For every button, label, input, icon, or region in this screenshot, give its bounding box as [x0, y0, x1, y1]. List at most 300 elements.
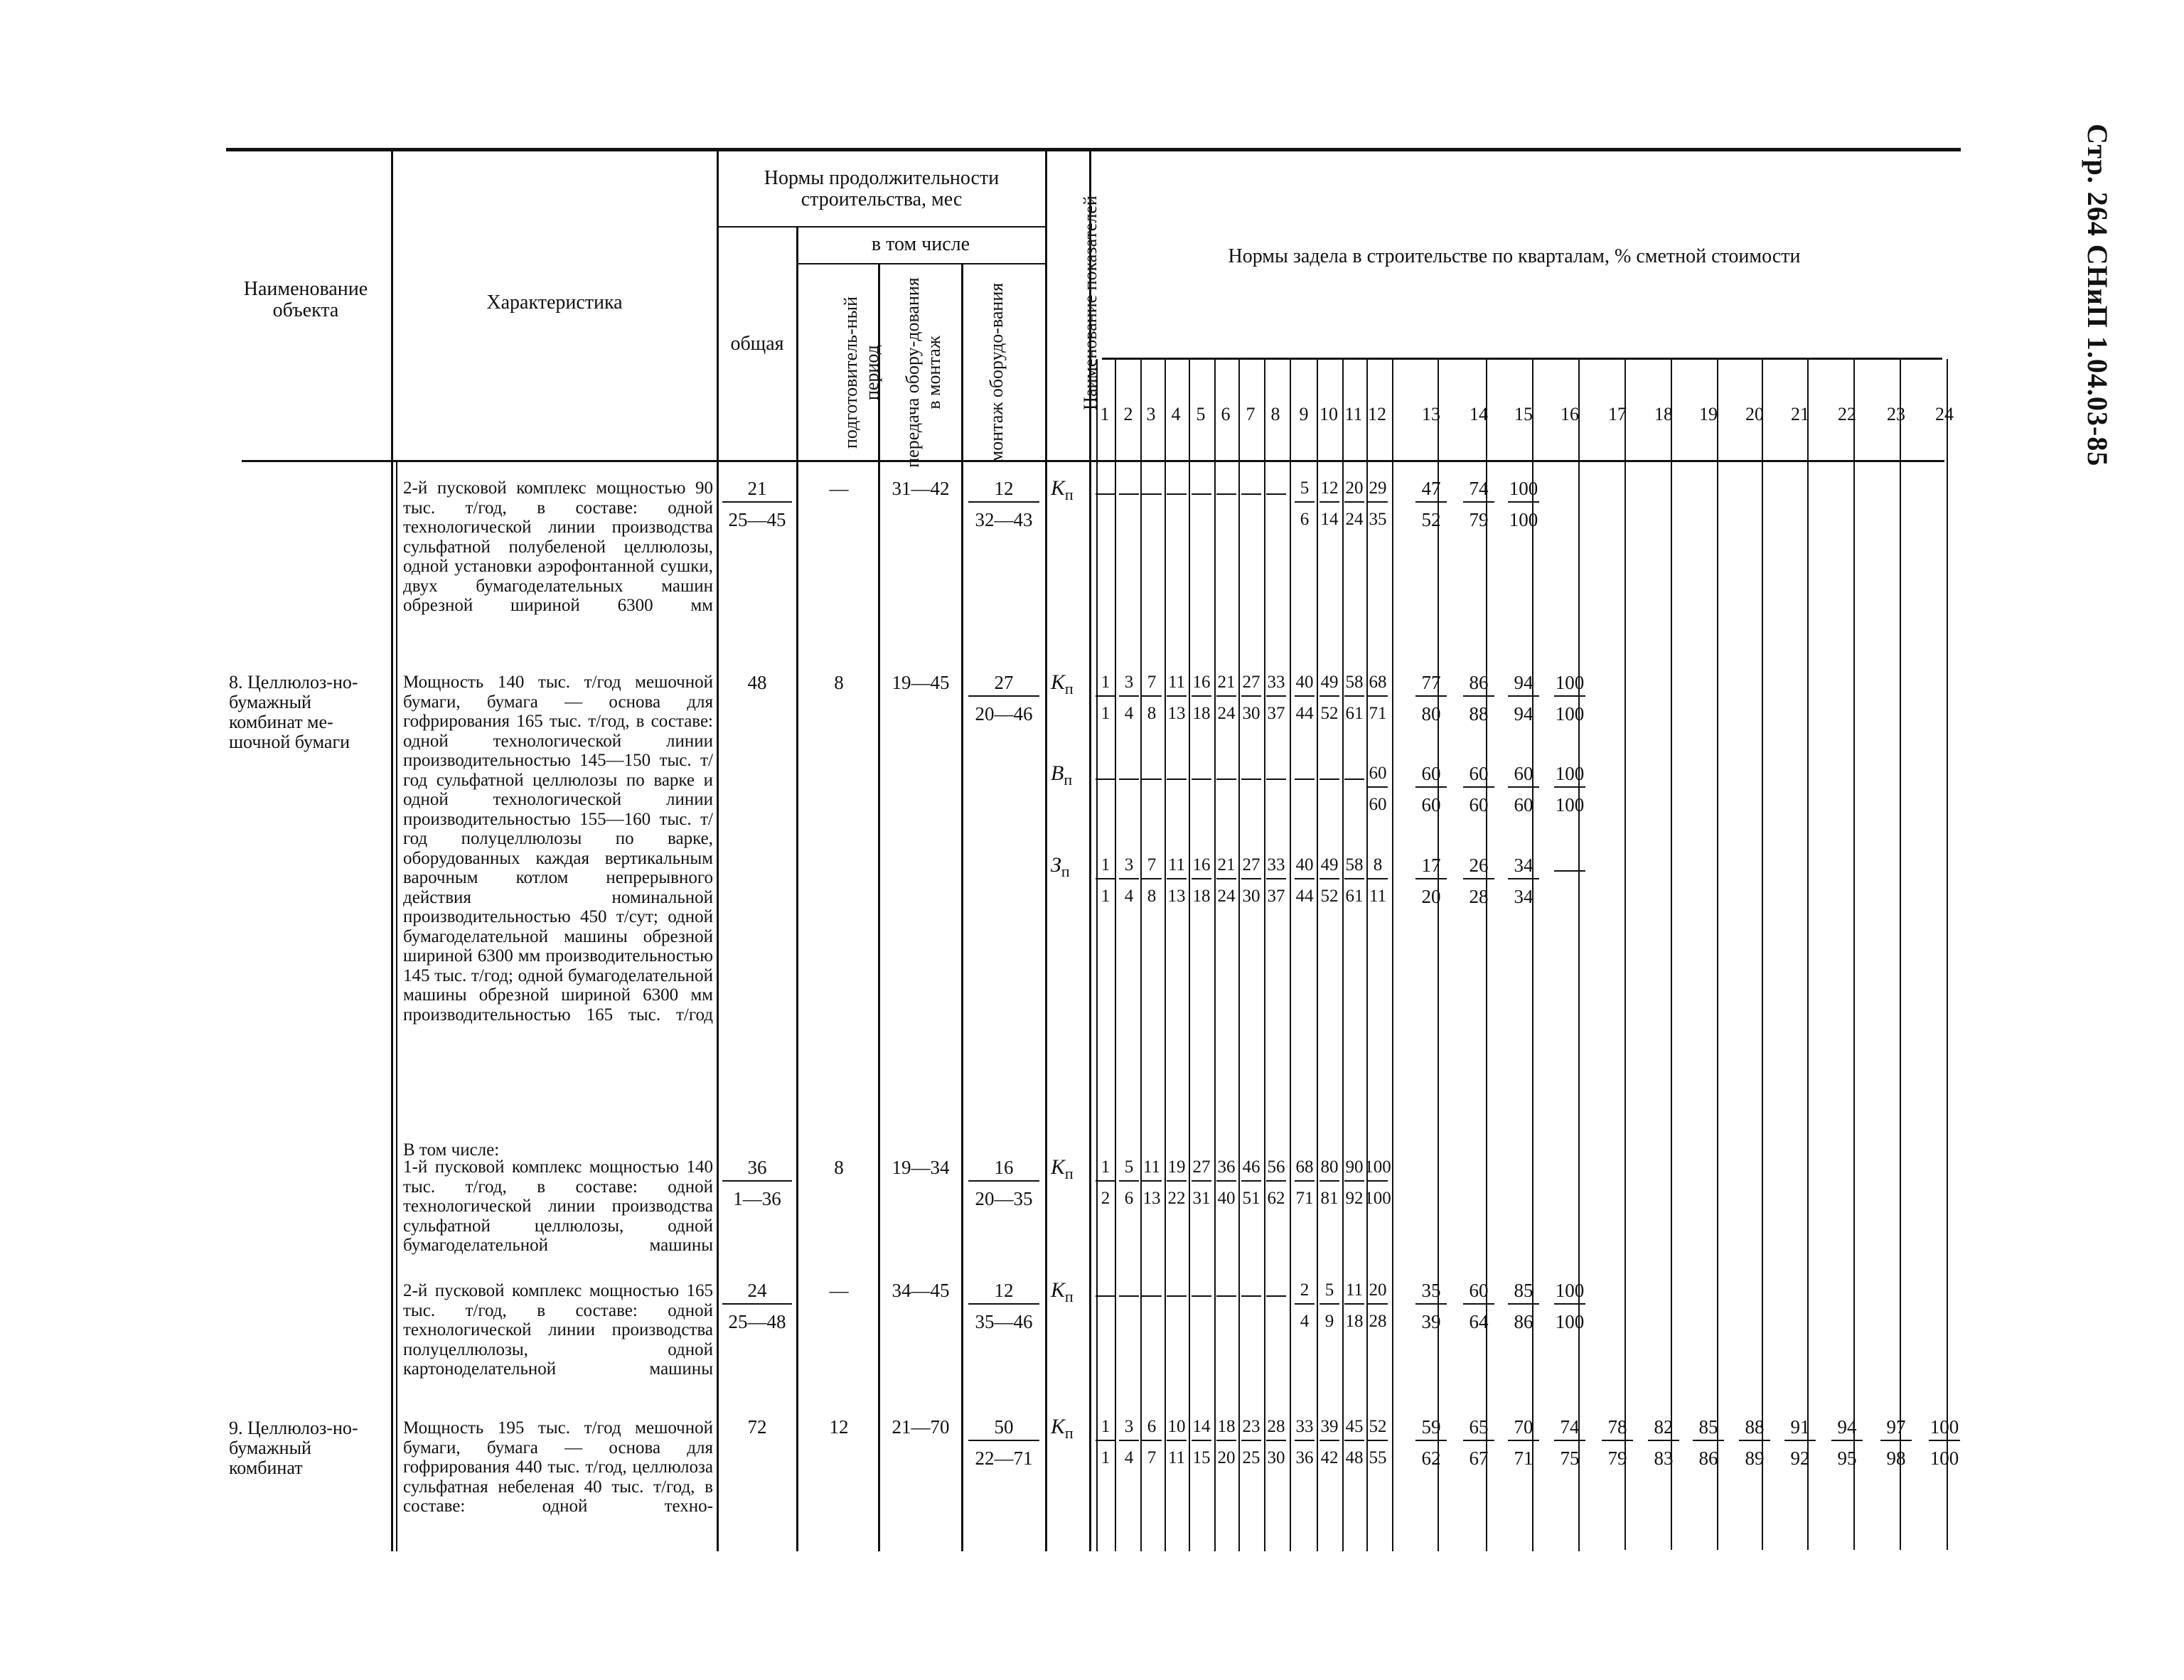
- quarter-value-num: 18: [1217, 1417, 1236, 1436]
- quarter-col-sep: [1165, 359, 1166, 1551]
- quarter-value-den: 79: [1469, 509, 1489, 530]
- header-backlog-norms: Нормы задела в строительстве по кварталам, % сметной стоимости: [1228, 245, 1801, 267]
- quarter-value-den: 1: [1101, 1448, 1110, 1467]
- duration-prep: —: [829, 478, 849, 499]
- quarter-value-num: 3: [1124, 673, 1134, 692]
- indicator-letter: З: [1051, 853, 1061, 877]
- quarter-col-sep: [1366, 359, 1368, 1551]
- quarter-label-16: 16: [1561, 404, 1579, 424]
- quarter-value-den: 24: [1217, 887, 1236, 906]
- quarter-value-den: 80: [1421, 703, 1441, 724]
- quarter-label-7: 7: [1246, 404, 1256, 424]
- quarter-value-num: 97: [1886, 1416, 1906, 1438]
- quarter-value-bar: [1295, 1180, 1315, 1182]
- quarter-value-num: 58: [1345, 673, 1364, 692]
- quarter-value-den: 24: [1217, 704, 1236, 723]
- quarter-value-bar: [1554, 1440, 1585, 1441]
- quarter-value-den: 81: [1320, 1189, 1339, 1208]
- quarter-value-den: 100: [1509, 509, 1538, 530]
- quarter-value-num: 1: [1101, 855, 1110, 874]
- quarter-value-den: 30: [1242, 887, 1260, 906]
- quarter-value-bar: [1295, 1303, 1315, 1305]
- quarter-value-num: 52: [1369, 1417, 1387, 1436]
- quarter-value-num: 74: [1560, 1416, 1580, 1438]
- quarter-col-sep: [1853, 359, 1855, 1550]
- quarter-value-den: 60: [1514, 794, 1533, 815]
- quarter-value-num: 11: [1142, 1157, 1161, 1177]
- quarter-value-bar: [1119, 1440, 1139, 1441]
- quarter-value-den: 2: [1101, 1189, 1110, 1208]
- quarter-value-den: 18: [1192, 887, 1211, 906]
- quarter-value-num: 5: [1324, 1280, 1334, 1300]
- quarter-value-den: 86: [1514, 1311, 1533, 1332]
- duration-install-bar: [968, 1180, 1039, 1182]
- quarter-dash: [1192, 1295, 1211, 1297]
- quarter-value-den: 8: [1147, 887, 1157, 906]
- quarter-value-bar: [1295, 501, 1315, 503]
- quarter-value-num: 19: [1167, 1157, 1186, 1177]
- duration-total-num: 21: [747, 478, 767, 499]
- quarter-dash: [1096, 779, 1115, 780]
- duration-total-den: 25—48: [728, 1311, 786, 1332]
- quarter-col-sep: [1140, 359, 1142, 1551]
- quarter-value-bar: [1320, 1303, 1339, 1305]
- quarter-dash: [1192, 779, 1211, 780]
- header-duration-norms: Нормы продолжительности строительства, мес: [764, 167, 1000, 210]
- duration-install-num: 50: [994, 1416, 1014, 1438]
- duration-transfer: 21—70: [892, 1416, 950, 1438]
- quarter-value-den: 100: [1929, 1448, 1959, 1469]
- quarter-value-num: 60: [1469, 763, 1489, 784]
- quarter-value-bar: [1344, 878, 1364, 879]
- quarter-value-num: 21: [1217, 673, 1236, 692]
- quarter-dash: [1142, 1295, 1162, 1297]
- quarter-value-bar: [1344, 501, 1364, 503]
- quarter-dash: [1119, 779, 1139, 780]
- quarter-value-num: 68: [1295, 1157, 1314, 1177]
- quarter-value-den: 34: [1514, 886, 1533, 907]
- quarter-value-num: 85: [1514, 1280, 1533, 1301]
- quarter-value-den: 13: [1142, 1189, 1161, 1208]
- quarter-value-num: 20: [1345, 478, 1364, 498]
- quarter-value-bar: [1320, 695, 1339, 697]
- quarter-value-bar: [1508, 1440, 1539, 1441]
- object-description: Мощность 140 тыс. т/год мешочной бумаги, бумага — основа для гофрирования 165 тыс. т/год, в составе: одной технологической линии производительностью 145—150 тыс. т/год сульфатной целлюлозы по варке и одной технологической линии производительностью 155—160 тыс. т/год полуцеллюлозы по варке, оборудованных каждая вертикальным варочным котлом непрерывного действия номинальной производительностью 450 т/сут; одной бумагоделательной машины обрезной шириной 6300 мм производительностью 145 тыс. т/год; одной бумагоделательной машины обрезной шириной 6300 мм производительностью 165 тыс. т/год: [403, 673, 713, 1024]
- quarter-label-11: 11: [1344, 404, 1363, 424]
- quarter-value-bar: [1508, 878, 1539, 879]
- quarter-value-bar: [1320, 1180, 1339, 1182]
- duration-total-num: 24: [747, 1280, 767, 1301]
- quarter-col-sep: [1624, 359, 1626, 1550]
- quarter-value-bar: [1463, 1440, 1494, 1441]
- quarter-value-bar: [1119, 878, 1139, 879]
- quarter-col-sep: [1238, 359, 1240, 1551]
- quarter-value-den: 52: [1320, 887, 1339, 906]
- quarter-value-num: 33: [1267, 673, 1285, 692]
- quarter-value-bar: [1119, 695, 1139, 697]
- quarter-value-den: 37: [1267, 887, 1285, 906]
- quarter-dash: [1344, 779, 1364, 780]
- quarter-value-den: 20: [1421, 886, 1441, 907]
- quarter-value-num: 1: [1101, 1157, 1110, 1177]
- quarter-value-num: 49: [1320, 855, 1339, 874]
- quarter-value-den: 1: [1101, 887, 1110, 906]
- duration-transfer: 19—34: [892, 1157, 950, 1178]
- quarter-label-4: 4: [1171, 404, 1181, 424]
- quarter-value-bar: [1784, 1440, 1816, 1441]
- quarter-dash: [1266, 493, 1286, 495]
- col-sep-transfer: [961, 264, 963, 1551]
- quarter-value-num: 35: [1421, 1280, 1441, 1301]
- quarter-value-bar: [1295, 1440, 1315, 1441]
- quarter-dash: [1554, 870, 1585, 872]
- indicator-letter: В: [1051, 761, 1064, 785]
- quarter-dash: [1241, 779, 1261, 780]
- quarter-value-num: 5: [1300, 478, 1310, 498]
- quarter-value-num: 80: [1320, 1157, 1339, 1177]
- quarter-value-num: 60: [1369, 764, 1387, 783]
- duration-install-num: 12: [994, 478, 1014, 499]
- duration-transfer: 19—45: [892, 672, 950, 693]
- quarter-value-bar: [1266, 1180, 1286, 1182]
- quarter-value-num: 16: [1192, 673, 1211, 692]
- quarter-value-num: 3: [1124, 855, 1134, 874]
- quarter-value-num: 29: [1369, 478, 1387, 498]
- quarter-value-bar: [1320, 501, 1339, 503]
- col-sep-install: [1045, 151, 1047, 1551]
- quarter-value-den: 6: [1300, 510, 1310, 529]
- quarter-value-num: 1: [1101, 673, 1110, 692]
- indicator-label: [1051, 478, 1074, 503]
- quarter-label-19: 19: [1699, 404, 1718, 424]
- quarter-value-bar: [1368, 1303, 1388, 1305]
- quarter-value-bar: [1142, 1440, 1162, 1441]
- duration-prep: 12: [829, 1416, 849, 1438]
- quarter-value-den: 31: [1192, 1189, 1211, 1208]
- quarter-value-num: 3: [1124, 1417, 1134, 1436]
- indicator-subscript: п: [1061, 862, 1070, 880]
- quarter-value-num: 7: [1147, 855, 1157, 874]
- quarter-value-den: 7: [1147, 1448, 1157, 1467]
- quarter-value-den: 36: [1295, 1448, 1314, 1467]
- quarter-value-bar: [1693, 1440, 1724, 1441]
- quarter-value-bar: [1119, 1180, 1139, 1182]
- quarter-dash: [1216, 493, 1236, 495]
- quarter-value-den: 35: [1369, 510, 1387, 529]
- quarter-label-20: 20: [1745, 404, 1764, 424]
- quarter-value-den: 42: [1320, 1448, 1339, 1467]
- quarter-value-bar: [1167, 1180, 1187, 1182]
- quarter-value-bar: [1096, 1180, 1115, 1182]
- quarter-value-bar: [1415, 501, 1447, 503]
- quarter-value-num: 27: [1242, 673, 1260, 692]
- quarter-col-sep: [1189, 359, 1190, 1551]
- object-description: 2-й пусковой комплекс мощностью 90 тыс. т/год, в составе: одной технологической линии производства сульфатной полубеленой целлюлозы, одной установки аэрофонтанной сушки, двух бумагоделательных машин обрезной шириной 6300 мм: [403, 478, 713, 615]
- quarter-value-bar: [1508, 501, 1539, 503]
- quarter-value-den: 92: [1790, 1448, 1810, 1469]
- duration-install-bar: [968, 1440, 1039, 1441]
- quarter-value-den: 100: [1364, 1189, 1391, 1208]
- quarter-value-den: 44: [1295, 887, 1314, 906]
- quarter-value-num: 11: [1167, 855, 1186, 874]
- quarter-value-bar: [1266, 1440, 1286, 1441]
- quarter-value-bar: [1648, 1440, 1679, 1441]
- indicator-label: [1051, 1416, 1074, 1441]
- quarter-value-num: 36: [1217, 1157, 1236, 1177]
- quarter-value-den: 67: [1469, 1448, 1489, 1469]
- quarter-value-bar: [1216, 695, 1236, 697]
- duration-total-den: 25—45: [728, 509, 786, 530]
- quarter-value-den: 15: [1192, 1448, 1211, 1467]
- duration-total-bar: [722, 1180, 792, 1182]
- quarter-dash: [1241, 493, 1261, 495]
- quarter-value-den: 44: [1295, 704, 1314, 723]
- indicator-subscript: п: [1064, 1288, 1074, 1305]
- quarter-value-bar: [1554, 1303, 1585, 1305]
- quarter-dash: [1216, 779, 1236, 780]
- quarter-value-num: 33: [1295, 1417, 1314, 1436]
- quarter-value-den: 61: [1345, 887, 1364, 906]
- indicator-label: [1051, 672, 1074, 697]
- quarter-label-22: 22: [1838, 404, 1856, 424]
- quarter-value-num: 27: [1192, 1157, 1211, 1177]
- quarter-value-num: 91: [1790, 1416, 1810, 1438]
- quarter-dash: [1192, 493, 1211, 495]
- quarter-value-den: 64: [1469, 1311, 1489, 1332]
- quarter-value-num: 100: [1364, 1157, 1391, 1177]
- quarter-dash: [1295, 779, 1315, 780]
- quarter-label-8: 8: [1270, 404, 1280, 424]
- quarter-value-bar: [1295, 878, 1315, 879]
- duration-total-num: 36: [747, 1157, 767, 1178]
- duration-total-bar: [722, 1303, 792, 1305]
- quarter-value-num: 34: [1514, 855, 1533, 876]
- quarter-col-sep: [1438, 359, 1439, 1551]
- quarter-value-num: 100: [1929, 1416, 1959, 1438]
- quarter-value-bar: [1554, 786, 1585, 788]
- quarter-value-den: 39: [1421, 1311, 1441, 1332]
- quarter-value-bar: [1368, 1440, 1388, 1441]
- quarter-value-num: 49: [1320, 673, 1339, 692]
- quarter-value-bar: [1415, 878, 1447, 879]
- quarter-dash: [1216, 1295, 1236, 1297]
- quarter-value-den: 60: [1369, 795, 1387, 814]
- indicator-letter: К: [1051, 1278, 1065, 1302]
- duration-install-bar: [968, 695, 1039, 697]
- duration-install-den: 35—46: [975, 1311, 1033, 1332]
- header-install: монтаж оборудо-вания: [986, 282, 1007, 463]
- quarter-value-bar: [1344, 695, 1364, 697]
- quarter-value-bar: [1192, 695, 1211, 697]
- quarter-value-bar: [1167, 695, 1187, 697]
- quarter-value-den: 30: [1267, 1448, 1285, 1467]
- quarter-value-num: 11: [1167, 673, 1186, 692]
- quarter-col-sep: [1532, 359, 1533, 1551]
- quarter-value-den: 20: [1217, 1448, 1236, 1467]
- quarter-value-num: 8: [1373, 855, 1383, 874]
- header-total: общая: [730, 333, 784, 355]
- quarter-label-10: 10: [1320, 404, 1338, 424]
- quarter-value-den: 22: [1167, 1189, 1186, 1208]
- table-top-rule: [226, 148, 1961, 151]
- indicator-label: [1051, 763, 1072, 788]
- quarter-value-num: 12: [1320, 478, 1339, 498]
- quarter-label-5: 5: [1196, 404, 1206, 424]
- quarter-value-num: 40: [1295, 673, 1314, 692]
- duration-prep: —: [829, 1280, 849, 1301]
- quarter-value-num: 2: [1300, 1280, 1310, 1300]
- quarter-value-den: 4: [1124, 704, 1134, 723]
- quarter-value-bar: [1320, 1440, 1339, 1441]
- quarter-dash: [1119, 1295, 1139, 1297]
- quarter-value-den: 92: [1345, 1189, 1364, 1208]
- quarter-value-den: 100: [1555, 1311, 1585, 1332]
- quarter-dash: [1119, 493, 1139, 495]
- quarter-value-den: 25: [1242, 1448, 1260, 1467]
- quarter-value-num: 17: [1421, 855, 1441, 876]
- col-sep-total: [796, 228, 798, 1551]
- quarter-dash: [1096, 1295, 1115, 1297]
- quarter-value-num: 33: [1267, 855, 1285, 874]
- quarter-value-num: 11: [1345, 1280, 1364, 1300]
- quarter-value-num: 68: [1369, 673, 1387, 692]
- quarter-value-bar: [1096, 878, 1115, 879]
- quarter-value-bar: [1508, 1303, 1539, 1305]
- quarter-value-den: 55: [1369, 1448, 1387, 1467]
- quarter-label-1: 1: [1100, 404, 1110, 424]
- quarter-value-den: 52: [1320, 704, 1339, 723]
- quarter-value-bar: [1344, 1303, 1364, 1305]
- quarter-value-den: 75: [1560, 1448, 1580, 1469]
- header-including: в том числе: [871, 233, 970, 255]
- quarter-value-num: 47: [1421, 478, 1441, 499]
- quarter-col-sep: [1115, 359, 1116, 1551]
- quarter-dash: [1167, 779, 1187, 780]
- quarter-value-den: 60: [1469, 794, 1489, 815]
- quarter-value-num: 45: [1345, 1417, 1364, 1436]
- header-characteristic: Характеристика: [486, 291, 623, 314]
- duration-transfer: 34—45: [892, 1280, 950, 1301]
- quarter-value-bar: [1241, 878, 1261, 879]
- quarter-value-num: 100: [1555, 1280, 1585, 1301]
- quarter-label-6: 6: [1221, 404, 1231, 424]
- quarter-label-18: 18: [1654, 404, 1673, 424]
- quarter-value-bar: [1142, 878, 1162, 879]
- quarter-col-sep: [1671, 359, 1672, 1550]
- quarter-value-num: 6: [1147, 1417, 1157, 1436]
- indicator-letter: К: [1051, 670, 1065, 694]
- quarter-value-bar: [1266, 695, 1286, 697]
- quarter-value-num: 56: [1267, 1157, 1285, 1177]
- page-code: Стр. 264 СНиП 1.04.03-85: [2082, 124, 2114, 467]
- quarter-value-den: 11: [1167, 1448, 1186, 1467]
- quarter-col-sep-start: [1096, 359, 1098, 1551]
- quarters-subheader-rule: [1102, 358, 1942, 360]
- quarter-value-bar: [1344, 1180, 1364, 1182]
- duration-install-num: 27: [994, 672, 1014, 693]
- quarter-value-num: 10: [1167, 1417, 1186, 1436]
- quarter-value-bar: [1368, 1180, 1388, 1182]
- quarter-value-bar: [1368, 501, 1388, 503]
- header-object-name: Наименование объекта: [243, 278, 368, 321]
- duration-transfer: 31—42: [892, 478, 950, 499]
- including-subheader-rule: [796, 263, 1045, 264]
- duration-prep: 8: [834, 1157, 844, 1178]
- quarter-value-num: 94: [1514, 672, 1533, 693]
- quarter-dash: [1167, 1295, 1187, 1297]
- duration-install-num: 12: [994, 1280, 1014, 1301]
- quarter-value-num: 21: [1217, 855, 1236, 874]
- quarter-dash: [1167, 493, 1187, 495]
- quarter-value-bar: [1463, 786, 1494, 788]
- quarter-dash: [1320, 779, 1339, 780]
- object-description: Мощность 195 тыс. т/год мешочной бумаги, бумага — основа для гофрирования 440 тыс. т/год, целлюлоза сульфатная небеленая 40 тыс. т/год, в составе: одной техно-: [403, 1418, 713, 1516]
- object-description: 2-й пусковой комплекс мощностью 165 тыс. т/год, в составе: одной технологической линии производства полуцеллюлозы, одной картоноделательной машины: [403, 1281, 713, 1379]
- quarter-value-num: 23: [1242, 1417, 1260, 1436]
- indicator-label: [1051, 1157, 1074, 1182]
- quarter-value-bar: [1096, 695, 1115, 697]
- indicator-subscript: п: [1064, 1165, 1074, 1182]
- quarter-value-bar: [1266, 878, 1286, 879]
- quarter-value-num: 65: [1469, 1416, 1489, 1438]
- quarter-value-bar: [1929, 1440, 1960, 1441]
- quarter-value-num: 20: [1369, 1280, 1387, 1300]
- quarter-value-den: 52: [1421, 509, 1441, 530]
- quarter-label-21: 21: [1791, 404, 1809, 424]
- quarter-value-bar: [1216, 1180, 1236, 1182]
- quarter-col-sep: [1947, 359, 1948, 1550]
- quarter-value-bar: [1167, 878, 1187, 879]
- quarter-value-bar: [1368, 695, 1388, 697]
- quarter-value-bar: [1463, 1303, 1494, 1305]
- quarter-value-den: 89: [1745, 1448, 1765, 1469]
- quarter-value-den: 8: [1147, 704, 1157, 723]
- quarter-value-den: 100: [1555, 703, 1585, 724]
- quarter-value-num: 1: [1101, 1417, 1110, 1436]
- indicator-subscript: п: [1064, 680, 1074, 697]
- indicator-letter: К: [1051, 1155, 1065, 1179]
- quarter-col-sep: [1214, 359, 1216, 1551]
- quarter-value-bar: [1216, 1440, 1236, 1441]
- quarter-value-num: 94: [1837, 1416, 1857, 1438]
- duration-total-bar: [722, 501, 792, 503]
- quarter-value-bar: [1320, 878, 1339, 879]
- quarter-value-bar: [1344, 1440, 1364, 1441]
- object-name: 9. Целлюлоз-но-бумажный комбинат: [229, 1418, 358, 1478]
- quarter-value-num: 74: [1469, 478, 1489, 499]
- quarter-value-bar: [1463, 501, 1494, 503]
- object-description: В том числе:: [403, 1140, 500, 1160]
- quarter-value-bar: [1554, 695, 1585, 697]
- quarter-col-sep: [1290, 359, 1291, 1551]
- quarter-value-num: 60: [1421, 763, 1441, 784]
- quarter-label-23: 23: [1887, 404, 1905, 424]
- quarter-dash: [1241, 1295, 1261, 1297]
- header-bottom-rule: [242, 460, 1944, 462]
- quarter-value-den: 48: [1345, 1448, 1364, 1467]
- quarter-value-den: 18: [1345, 1312, 1364, 1331]
- duration-install-den: 20—35: [975, 1188, 1033, 1209]
- quarter-value-bar: [1167, 1440, 1187, 1441]
- quarter-value-bar: [1192, 878, 1211, 879]
- quarter-value-den: 88: [1469, 703, 1489, 724]
- quarter-label-12: 12: [1368, 404, 1386, 424]
- quarter-value-num: 46: [1242, 1157, 1260, 1177]
- quarter-value-num: 88: [1745, 1416, 1765, 1438]
- quarter-value-bar: [1142, 1180, 1162, 1182]
- quarter-value-num: 100: [1555, 672, 1585, 693]
- quarter-value-num: 58: [1345, 855, 1364, 874]
